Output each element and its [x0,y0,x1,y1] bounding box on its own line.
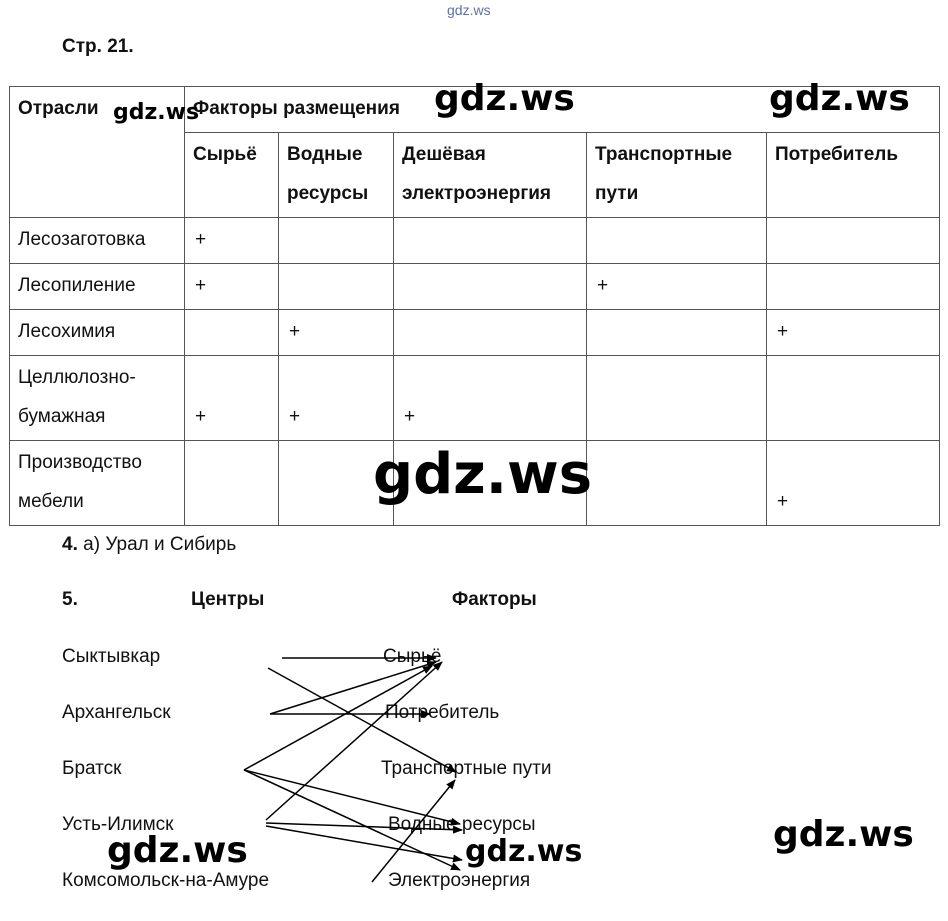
mark-cell: + [185,218,279,264]
center-item: Усть-Илимск [62,814,174,835]
watermark-top: gdz.ws [447,2,491,18]
arrow-line [244,770,460,870]
centers-header: Центры [191,589,265,610]
row-name-label: Лесопиление [18,275,136,296]
arrow-line [266,662,442,820]
question-5-number: 5. [62,589,78,610]
watermark: gdz.ws [465,834,583,869]
arrow-line [270,662,436,714]
row-name-label: Лесохимия [18,321,116,342]
header-factor-transport-label: Транспортные [595,144,733,165]
header-factor-water-label: Водные [287,144,363,165]
center-item: Сыктывкар [62,646,161,667]
center-item: Архангельск [62,702,171,723]
row-name-label-2: бумажная [18,406,106,427]
question-4-number: 4. [62,534,78,555]
watermark: gdz.ws [107,830,248,871]
arrow-line [266,826,462,860]
mark-cell: + [587,264,767,310]
header-factors-label: Факторы размещения [193,98,400,119]
factor-item: Транспортные пути [381,758,552,779]
header-factor-energy-label-2: электроэнергия [402,183,552,204]
header-factor-raw-label: Сырьё [193,144,257,165]
header-factor-water-label-2: ресурсы [287,183,369,204]
center-item: Комсомольск-на-Амуре [62,870,270,891]
row-name-label: Целлюлозно- [18,367,136,388]
factor-item: Сырьё [383,646,442,667]
header-factor-consumer-label: Потребитель [775,144,899,165]
watermark: gdz.ws [769,78,910,119]
header-industry-label: Отрасли [18,98,99,119]
question-4-answer: а) Урал и Сибирь [83,534,237,555]
mark-value: + [195,406,207,427]
center-item: Братск [62,758,122,779]
row-name-label-2: мебели [18,491,84,512]
factor-item: Водные ресурсы [388,814,536,835]
factor-item: Электроэнергия [388,870,531,891]
page-title: Стр. 21. [62,36,134,57]
arrow-line [372,780,455,882]
mark-value: + [289,406,301,427]
header-factor-transport-label-2: пути [595,183,639,204]
factor-item: Потребитель [385,702,500,723]
factors-header: Факторы [452,589,537,610]
mark-value: + [777,491,789,512]
arrow-line [268,668,456,772]
watermark: gdz.ws [113,100,200,125]
watermark: gdz.ws [373,442,593,507]
header-factor-energy-label: Дешёвая [402,144,486,165]
arrow-line [266,823,462,830]
mark-cell: + [279,310,394,356]
watermark: gdz.ws [434,78,575,119]
mark-value: + [404,406,416,427]
row-name-label: Производство [18,452,142,473]
mark-cell: + [185,264,279,310]
mark-cell: + [767,310,940,356]
watermark: gdz.ws [773,814,914,855]
arrow-line [244,770,460,824]
row-name-label: Лесозаготовка [18,229,146,250]
